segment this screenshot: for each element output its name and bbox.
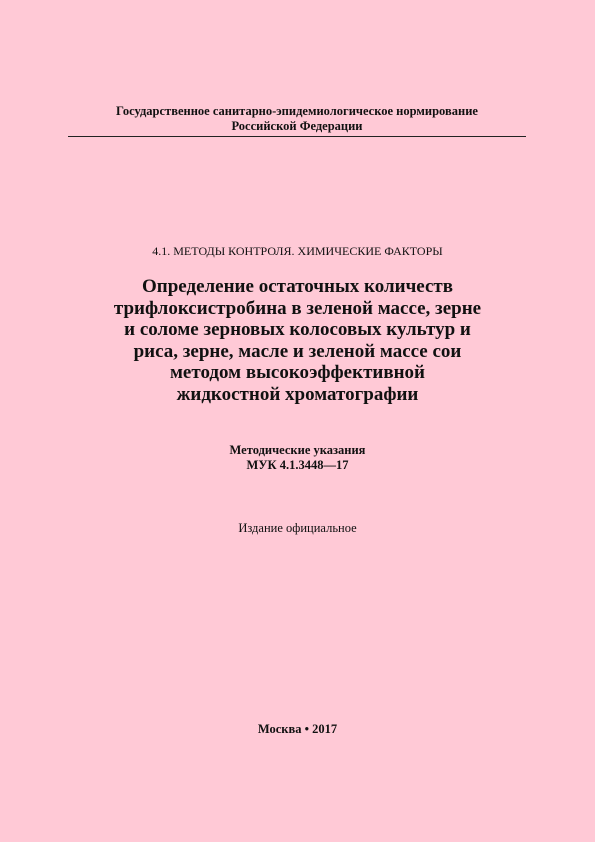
- document-type: [40, 443, 555, 472]
- document-code: МУК 4.1.3448—17: [246, 457, 349, 472]
- title-line-6: жидкостной хроматографии: [176, 383, 419, 405]
- title-line-1: Определение остаточных количеств: [142, 276, 453, 297]
- title-line-5: методом высокоэффективной: [169, 362, 425, 383]
- header-divider: [68, 136, 526, 137]
- authority-line-1: Государственное санитарно-эпидемиологическое нормирование: [116, 104, 478, 118]
- issuing-authority: [68, 104, 526, 134]
- title-line-3: и соломе зерновых колосовых культур и: [124, 319, 471, 340]
- title-line-4: риса, зерне, масле и зеленой массе сои: [133, 340, 462, 362]
- document-kind: Методические указания: [229, 443, 366, 457]
- document-title: [40, 276, 555, 405]
- series-heading: 4.1. МЕТОДЫ КОНТРОЛЯ. ХИМИЧЕСКИЕ ФАКТОРЫ: [152, 244, 443, 258]
- authority-line-2: Российской Федерации: [231, 119, 363, 133]
- title-line-2: трифлоксистробина в зеленой массе, зерне: [113, 297, 482, 319]
- place-and-year: Москва • 2017: [257, 722, 338, 736]
- edition-note: Издание официальное: [238, 521, 357, 535]
